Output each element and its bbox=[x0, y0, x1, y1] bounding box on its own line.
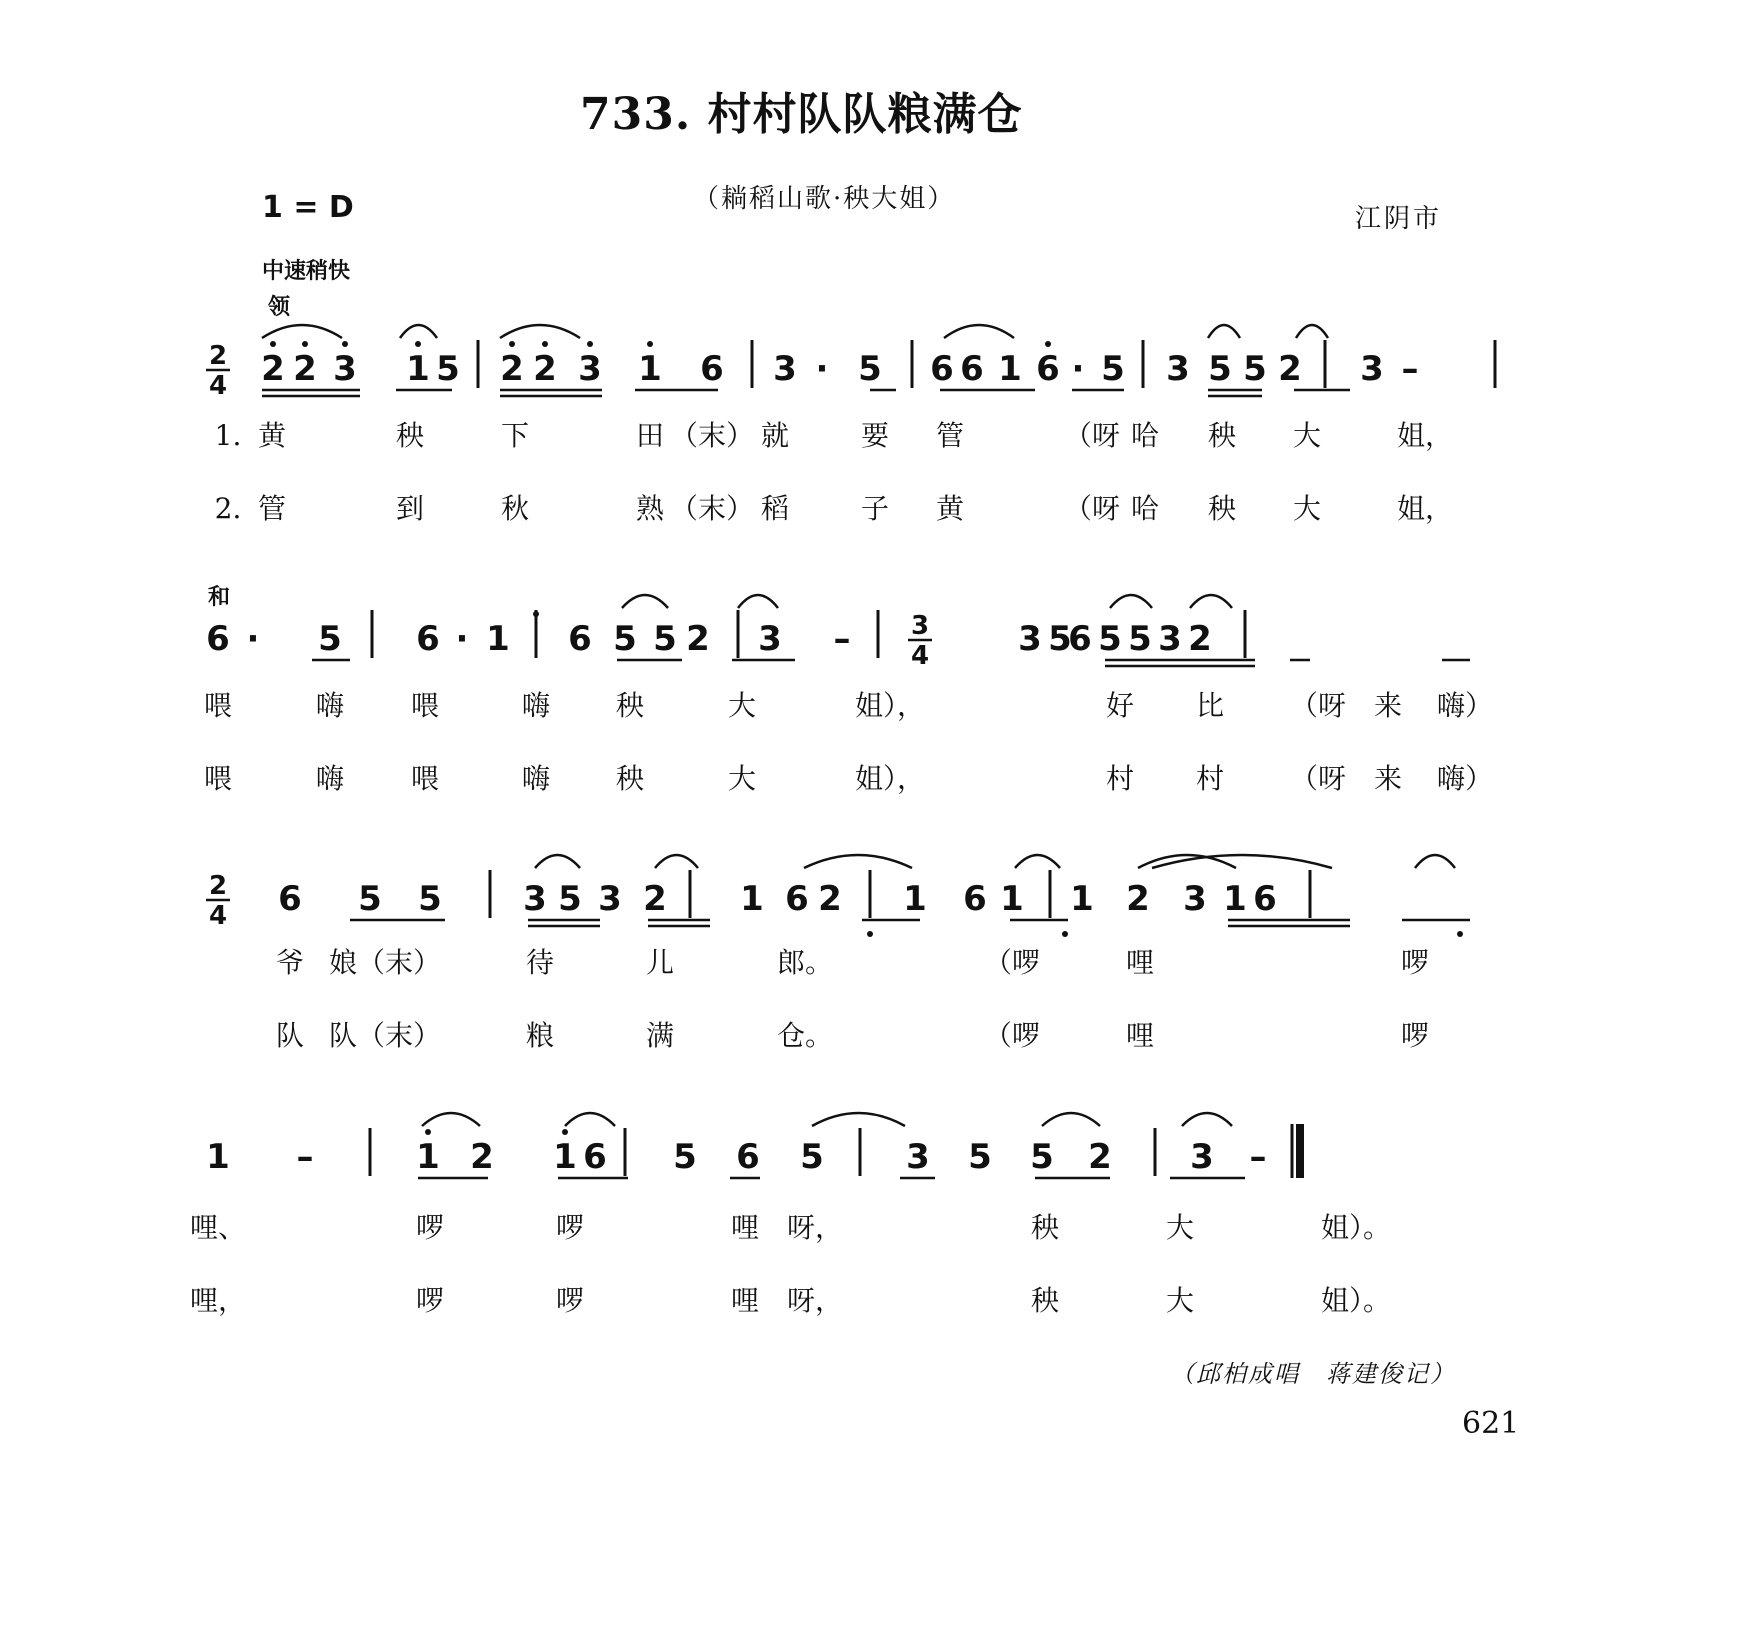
slur bbox=[1190, 595, 1232, 608]
note: 3 bbox=[1190, 1137, 1214, 1177]
slur bbox=[1110, 595, 1152, 608]
note: 5 bbox=[858, 349, 882, 389]
lyric-verse1: 啰 bbox=[1400, 946, 1430, 979]
lyric-verse2: 大 bbox=[1292, 492, 1322, 525]
octave-dot-high bbox=[647, 341, 653, 347]
note: 6 bbox=[785, 879, 809, 919]
note: · bbox=[815, 349, 829, 389]
note: 3 bbox=[578, 349, 602, 389]
lyric-verse2: 满 bbox=[645, 1019, 675, 1052]
note: 1 bbox=[206, 1137, 230, 1177]
note: 5 bbox=[653, 619, 677, 659]
note: 1 bbox=[998, 349, 1022, 389]
note: 6 bbox=[416, 619, 440, 659]
lead-singer-mark: 领 bbox=[268, 295, 291, 320]
slur bbox=[944, 325, 1014, 338]
slur bbox=[400, 325, 437, 338]
note: 5 bbox=[673, 1137, 697, 1177]
lyric-verse2: 到 bbox=[395, 492, 425, 525]
lyric-verse2: 仓。 bbox=[776, 1019, 834, 1052]
slur bbox=[1138, 855, 1236, 868]
note: 6 bbox=[1253, 879, 1277, 919]
note: 2 bbox=[1126, 879, 1150, 919]
slur bbox=[565, 1113, 615, 1126]
lyric-verse1: 大 bbox=[1292, 419, 1322, 452]
slur bbox=[738, 595, 778, 608]
lyric-verse1: 就 bbox=[760, 419, 790, 452]
lyric-verse1: 好 bbox=[1105, 689, 1135, 722]
note: – bbox=[1249, 1137, 1267, 1177]
octave-dot-high bbox=[533, 611, 539, 617]
lyric-verse1: 爷 bbox=[275, 946, 305, 979]
lyric-verse2: 秧 bbox=[1207, 492, 1237, 525]
octave-dot-high bbox=[587, 341, 593, 347]
note: · bbox=[1071, 349, 1085, 389]
song-subtitle: （耥稻山歌·秧大姐） bbox=[693, 184, 956, 214]
note: 6 bbox=[568, 619, 592, 659]
note: 5 bbox=[1098, 619, 1122, 659]
lyric-verse2: 秧 bbox=[615, 762, 645, 795]
lyric-verse2: 哈 bbox=[1130, 492, 1160, 525]
lyric-verse2: 姐）。 bbox=[1320, 1284, 1392, 1317]
time-signature-bottom: 4 bbox=[208, 371, 228, 401]
lyric-verse2: （啰 bbox=[983, 1019, 1041, 1052]
lyric-verse2: 秋 bbox=[500, 492, 530, 525]
lyric-verse2: 管 bbox=[257, 492, 287, 525]
note: · bbox=[455, 619, 469, 659]
note: 6 bbox=[583, 1137, 607, 1177]
slur bbox=[535, 855, 580, 868]
lyric-verse1: 哈 bbox=[1130, 419, 1160, 452]
time-signature-top: 2 bbox=[208, 341, 228, 371]
note: 6 bbox=[1068, 619, 1092, 659]
note: 1 bbox=[553, 1137, 577, 1177]
lyric-verse1: 大 bbox=[727, 689, 757, 722]
octave-dot-low bbox=[1062, 931, 1068, 937]
note: 5 bbox=[1048, 619, 1072, 659]
note: 1 bbox=[740, 879, 764, 919]
time-signature-top: 2 bbox=[208, 871, 228, 901]
slur bbox=[1042, 1113, 1100, 1126]
note: 1 bbox=[406, 349, 430, 389]
note: 6 bbox=[1036, 349, 1060, 389]
time-signature-top: 3 bbox=[910, 611, 930, 641]
lyric-verse1: 哩 bbox=[1125, 946, 1155, 979]
lyric-verse2: 村 bbox=[1195, 762, 1225, 795]
lyric-verse2: 粮 bbox=[525, 1019, 555, 1052]
note: 6 bbox=[206, 619, 230, 659]
lyric-verse2: 稻 bbox=[760, 492, 790, 525]
lyric-verse1: 嗨 bbox=[315, 689, 345, 722]
lyric-verse1: 秧 bbox=[1207, 419, 1237, 452]
octave-dot-high bbox=[425, 1129, 431, 1135]
slur bbox=[262, 325, 342, 338]
note: 5 bbox=[968, 1137, 992, 1177]
lyric-verse1: 姐， bbox=[1396, 419, 1454, 452]
octave-dot-high bbox=[342, 341, 348, 347]
lyric-verse2: 呀， bbox=[786, 1284, 844, 1317]
note: 6 bbox=[278, 879, 302, 919]
note: 5 bbox=[613, 619, 637, 659]
note: 3 bbox=[1183, 879, 1207, 919]
region-label: 江阴市 bbox=[1355, 204, 1443, 234]
key-signature: 1 = D bbox=[262, 190, 354, 225]
note: 3 bbox=[598, 879, 622, 919]
slur bbox=[1152, 855, 1332, 868]
lyric-verse1: 嗨 bbox=[521, 689, 551, 722]
lyric-verse1: （末） bbox=[669, 419, 755, 452]
lyric-verse2: 哩 bbox=[730, 1284, 760, 1317]
note: 2 bbox=[818, 879, 842, 919]
lyric-verse1: 喂 bbox=[203, 689, 233, 722]
slur bbox=[812, 1113, 905, 1126]
lyric-verse1: 儿 bbox=[645, 946, 675, 979]
octave-dot-high bbox=[302, 341, 308, 347]
note: 1 bbox=[1000, 879, 1024, 919]
page-number: 621 bbox=[1462, 1406, 1520, 1441]
note: 3 bbox=[1018, 619, 1042, 659]
note: 6 bbox=[930, 349, 954, 389]
lyric-verse2: （末） bbox=[669, 492, 755, 525]
note: 2 bbox=[1278, 349, 1302, 389]
lyric-verse1: 来 bbox=[1373, 689, 1403, 722]
note: 6 bbox=[963, 879, 987, 919]
note: 5 bbox=[1208, 349, 1232, 389]
lyric-verse1: 啰 bbox=[555, 1211, 585, 1244]
lyric-verse2: 啰 bbox=[555, 1284, 585, 1317]
octave-dot-high bbox=[562, 1129, 568, 1135]
note: 2 bbox=[470, 1137, 494, 1177]
lyric-verse2: 喂 bbox=[410, 762, 440, 795]
note: 5 bbox=[436, 349, 460, 389]
note: 3 bbox=[758, 619, 782, 659]
lyric-verse2: 姐）， bbox=[854, 762, 926, 795]
octave-dot-low bbox=[1457, 931, 1463, 937]
lyric-verse1: 嗨） bbox=[1436, 689, 1494, 722]
note: 1 bbox=[903, 879, 927, 919]
octave-dot-high bbox=[270, 341, 276, 347]
note: 2 bbox=[686, 619, 710, 659]
chorus-mark: 和 bbox=[208, 585, 231, 610]
lyric-verse1: 郎。 bbox=[776, 946, 834, 979]
slur bbox=[804, 855, 912, 868]
note: 2 bbox=[500, 349, 524, 389]
slur bbox=[500, 325, 580, 338]
time-signature-bottom: 4 bbox=[208, 901, 228, 931]
note: 6 bbox=[736, 1137, 760, 1177]
note: 5 bbox=[800, 1137, 824, 1177]
performer-credit: （邱柏成唱 蒋建俊记） bbox=[1170, 1360, 1456, 1388]
lyric-verse1: 大 bbox=[1165, 1211, 1195, 1244]
lyric-verse1: 呀， bbox=[786, 1211, 844, 1244]
lyric-verse2: 队（末） bbox=[328, 1019, 442, 1052]
lyric-verse2: 大 bbox=[727, 762, 757, 795]
lyric-verse1: 待 bbox=[525, 946, 555, 979]
lyric-verse1: 田 bbox=[635, 419, 665, 452]
note: 5 bbox=[558, 879, 582, 919]
note: – bbox=[833, 619, 851, 659]
note: 5 bbox=[1030, 1137, 1054, 1177]
slur bbox=[1208, 325, 1240, 338]
note: 3 bbox=[1158, 619, 1182, 659]
lyric-verse1: 1. bbox=[214, 419, 242, 452]
note: · bbox=[246, 619, 260, 659]
lyric-verse1: 黄 bbox=[257, 419, 287, 452]
note: – bbox=[1401, 349, 1419, 389]
lyric-verse1: 喂 bbox=[410, 689, 440, 722]
lyric-verse1: 啰 bbox=[415, 1211, 445, 1244]
note: 5 bbox=[358, 879, 382, 919]
note: 5 bbox=[1101, 349, 1125, 389]
octave-dot-low bbox=[867, 931, 873, 937]
note: 5 bbox=[1128, 619, 1152, 659]
note: 6 bbox=[960, 349, 984, 389]
note: 3 bbox=[1360, 349, 1384, 389]
note: 2 bbox=[643, 879, 667, 919]
note: 5 bbox=[418, 879, 442, 919]
note: 3 bbox=[1166, 349, 1190, 389]
note: 6 bbox=[700, 349, 724, 389]
lyric-verse1: 哩、 bbox=[189, 1211, 247, 1244]
lyric-verse2: 村 bbox=[1105, 762, 1135, 795]
note: 1 bbox=[638, 349, 662, 389]
lyric-verse2: 喂 bbox=[203, 762, 233, 795]
lyric-verse1: 管 bbox=[935, 419, 965, 452]
note: 2 bbox=[533, 349, 557, 389]
note: 1 bbox=[1070, 879, 1094, 919]
note: 2 bbox=[261, 349, 285, 389]
lyric-verse2: （呀 bbox=[1063, 492, 1121, 525]
lyric-verse2: 啰 bbox=[415, 1284, 445, 1317]
slur bbox=[655, 855, 698, 868]
lyric-verse2: 嗨 bbox=[315, 762, 345, 795]
lyric-verse2: 大 bbox=[1165, 1284, 1195, 1317]
lyric-verse1: （呀 bbox=[1289, 689, 1347, 722]
note: 3 bbox=[333, 349, 357, 389]
lyric-verse2: 2. bbox=[214, 492, 242, 525]
slur bbox=[1015, 855, 1060, 868]
octave-dot-high bbox=[415, 341, 421, 347]
slur bbox=[422, 1113, 480, 1126]
lyric-verse1: （呀 bbox=[1063, 419, 1121, 452]
lyric-verse1: 姐）。 bbox=[1320, 1211, 1392, 1244]
time-signature-bottom: 4 bbox=[910, 641, 930, 671]
tempo-marking: 中速稍快 bbox=[262, 259, 351, 284]
lyric-verse2: 队 bbox=[275, 1019, 305, 1052]
note: 3 bbox=[906, 1137, 930, 1177]
lyric-verse2: 嗨 bbox=[521, 762, 551, 795]
lyric-verse1: 要 bbox=[860, 419, 890, 452]
lyric-verse2: 啰 bbox=[1400, 1019, 1430, 1052]
lyric-verse2: 来 bbox=[1373, 762, 1403, 795]
note: 2 bbox=[1188, 619, 1212, 659]
octave-dot-high bbox=[509, 341, 515, 347]
note: – bbox=[296, 1137, 314, 1177]
lyric-verse2: 秧 bbox=[1030, 1284, 1060, 1317]
song-title: 733. 村村队队粮满仓 bbox=[580, 89, 1023, 140]
slur bbox=[1415, 855, 1455, 868]
slur bbox=[1296, 325, 1328, 338]
slur bbox=[622, 595, 668, 608]
lyric-verse1: 比 bbox=[1195, 689, 1225, 722]
lyric-verse2: 哩， bbox=[189, 1284, 247, 1317]
lyric-verse1: 姐）， bbox=[854, 689, 926, 722]
lyric-verse1: 下 bbox=[500, 419, 530, 452]
lyric-verse1: 秧 bbox=[615, 689, 645, 722]
note: 5 bbox=[318, 619, 342, 659]
note: 2 bbox=[293, 349, 317, 389]
note: 2 bbox=[1088, 1137, 1112, 1177]
lyric-verse1: （啰 bbox=[983, 946, 1041, 979]
note: 1 bbox=[486, 619, 510, 659]
note: 3 bbox=[523, 879, 547, 919]
lyric-verse2: 嗨） bbox=[1436, 762, 1494, 795]
note: 5 bbox=[1243, 349, 1267, 389]
octave-dot-high bbox=[1045, 341, 1051, 347]
octave-dot-high bbox=[542, 341, 548, 347]
lyric-verse2: 哩 bbox=[1125, 1019, 1155, 1052]
lyric-verse2: 熟 bbox=[635, 492, 665, 525]
note: 1 bbox=[1223, 879, 1247, 919]
lyric-verse1: 秧 bbox=[395, 419, 425, 452]
slur bbox=[1182, 1113, 1232, 1126]
lyric-verse1: 娘（末） bbox=[328, 946, 442, 979]
note: 3 bbox=[773, 349, 797, 389]
lyric-verse1: 秧 bbox=[1030, 1211, 1060, 1244]
lyric-verse2: 姐， bbox=[1396, 492, 1454, 525]
lyric-verse1: 哩 bbox=[730, 1211, 760, 1244]
note: 1 bbox=[416, 1137, 440, 1177]
lyric-verse2: 黄 bbox=[935, 492, 965, 525]
lyric-verse2: （呀 bbox=[1289, 762, 1347, 795]
lyric-verse2: 子 bbox=[860, 492, 890, 525]
